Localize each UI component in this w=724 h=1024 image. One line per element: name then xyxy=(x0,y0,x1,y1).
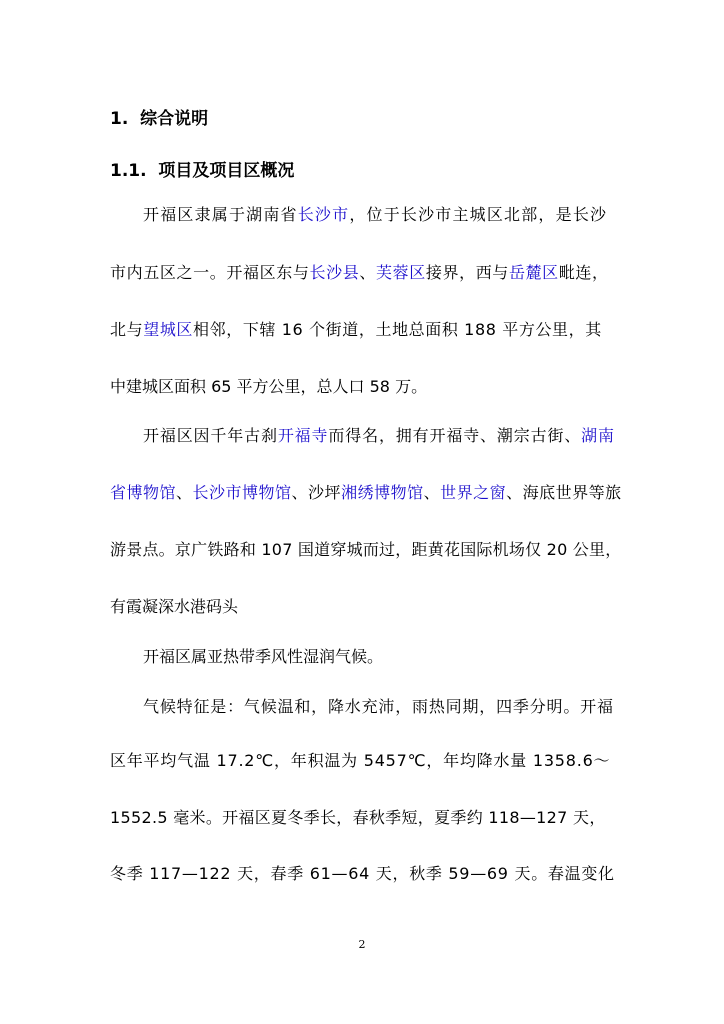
text-run: 游景点。京广铁路和 107 国道穿城而过，距黄花国际机场仅 20 公里， xyxy=(110,540,622,559)
text-run: 、 xyxy=(176,483,193,502)
text-run: 接界，西与 xyxy=(425,263,509,282)
text-run: 北与 xyxy=(110,320,144,339)
text-line xyxy=(110,749,610,773)
text-run: 开福区隶属于湖南省 xyxy=(143,205,298,224)
text-run: ，位于长沙市主城区北部，是长沙 xyxy=(349,205,608,224)
hyperlink[interactable]: 省博物馆 xyxy=(110,483,177,502)
hyperlink[interactable]: 开福寺 xyxy=(277,426,329,445)
text-run: 气候特征是：气候温和，降水充沛，雨热同期，四季分明。开福 xyxy=(143,697,614,716)
text-run: 、沙坪 xyxy=(291,483,342,502)
text-run: 而得名，拥有开福寺、潮宗古街、 xyxy=(328,426,582,445)
text-line xyxy=(143,645,383,669)
text-line xyxy=(143,424,615,448)
text-run: 、 xyxy=(423,483,441,502)
text-line xyxy=(110,481,622,505)
heading-1-text: 综合说明 xyxy=(140,109,209,129)
text-run: 1552.5 毫米。开福区夏冬季长，春秋季短，夏季约 118—127 天， xyxy=(110,808,606,827)
heading-2 xyxy=(110,156,294,181)
hyperlink[interactable]: 湘绣博物馆 xyxy=(341,483,424,502)
text-run: 有霞凝深水港码头 xyxy=(110,597,239,616)
page-number: 2 xyxy=(358,938,366,951)
text-run: 区年平均气温 17.2℃，年积温为 5457℃，年均降水量 1358.6～ xyxy=(110,751,611,770)
hyperlink[interactable]: 长沙县 xyxy=(309,263,360,282)
text-line xyxy=(110,375,427,399)
heading-2-number: 1.1. xyxy=(110,161,147,181)
text-run: 开福区因千年古刹 xyxy=(143,426,278,445)
hyperlink[interactable]: 芙蓉区 xyxy=(375,263,426,282)
hyperlink[interactable]: 世界之窗 xyxy=(440,483,507,502)
text-line xyxy=(110,806,606,830)
text-line xyxy=(143,203,607,227)
heading-2-text: 项目及项目区概况 xyxy=(158,161,295,181)
text-run: 、 xyxy=(359,263,376,282)
text-line xyxy=(110,595,238,619)
text-run: 冬季 117—122 天，春季 61—64 天，秋季 59—69 天。春温变化 xyxy=(110,864,615,883)
hyperlink[interactable]: 长沙市博物馆 xyxy=(192,483,292,502)
text-line xyxy=(110,261,609,285)
hyperlink[interactable]: 长沙市 xyxy=(297,205,350,224)
text-run: 市内五区之一。开福区东与 xyxy=(110,263,310,282)
heading-1-number: 1. xyxy=(110,109,129,129)
hyperlink[interactable]: 湖南 xyxy=(581,426,615,445)
text-run: 相邻，下辖 16 个街道，土地总面积 188 平方公里，其 xyxy=(193,320,602,339)
text-run: 毗连， xyxy=(558,263,609,282)
text-line xyxy=(110,318,602,342)
text-run: 开福区属亚热带季风性湿润气候。 xyxy=(143,647,384,666)
hyperlink[interactable]: 岳麓区 xyxy=(508,263,559,282)
text-run: 、海底世界等旅 xyxy=(506,483,622,502)
hyperlink[interactable]: 望城区 xyxy=(143,320,194,339)
text-line xyxy=(143,695,614,719)
text-line xyxy=(110,862,615,886)
heading-1 xyxy=(110,104,208,129)
text-line xyxy=(110,538,621,562)
text-run: 中建城区面积 65 平方公里，总人口 58 万。 xyxy=(110,377,428,396)
